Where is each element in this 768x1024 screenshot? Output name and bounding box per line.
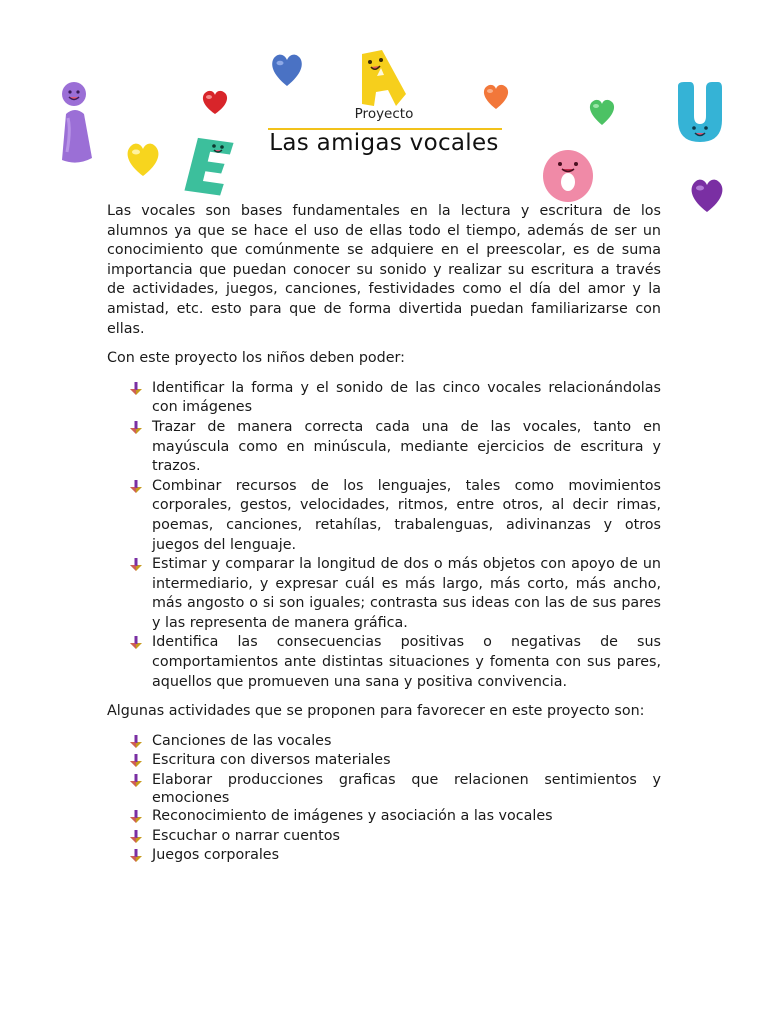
list-item: [107, 732, 661, 752]
arrow-down-bullet-icon: [129, 557, 143, 571]
heart-blue-icon: [269, 52, 305, 88]
list-item: [107, 807, 661, 827]
objective-text: Trazar de manera correcta cada una de las vocales, tanto en mayúscula como en minúscula, mediante ejercicios de escritura y trazos.: [152, 418, 661, 475]
arrow-down-bullet-icon: [129, 479, 143, 493]
arrow-down-bullet-icon: [129, 381, 143, 395]
arrow-down-bullet-icon: [129, 809, 143, 823]
activities-list: [107, 732, 661, 866]
heart-purple-icon: [688, 176, 726, 214]
heart-green-icon: [587, 96, 617, 126]
letter-u-character-icon: [674, 80, 726, 144]
list-item: [107, 751, 661, 771]
activity-text: Escritura con diversos materiales: [152, 752, 391, 769]
activities-intro: Algunas actividades que se proponen para favorecer en este proyecto son:: [107, 703, 645, 720]
letter-o-character-icon: [540, 148, 596, 204]
heart-yellow-icon: [124, 140, 162, 178]
activity-text: Escuchar o narrar cuentos: [152, 827, 340, 844]
arrow-down-bullet-icon: [129, 635, 143, 649]
list-item: [107, 418, 661, 477]
activity-text: Reconocimiento de imágenes y asociación a las vocales: [152, 808, 553, 825]
document-body: [107, 202, 661, 876]
intro-paragraph: Las vocales son bases fundamentales en la lectura y escritura de los alumnos ya que se hace el uso de ellas todo el tiempo, además de ser un conocimiento que comúnmente se adquiere en el preescolar, es de suma importancia que puedan conocer su sonido y realizar su escritura a través de actividades, juegos, canciones, festividades como el día del amor y la amistad, etc. esto para que de forma divertida puedan familiarizarse con ellas.: [107, 203, 661, 337]
arrow-down-bullet-icon: [129, 753, 143, 767]
arrow-down-bullet-icon: [129, 773, 143, 787]
objective-text: Combinar recursos de los lenguajes, tales como movimientos corporales, gestos, velocidades, ritmos, entre otros, al decir rimas, poemas, canciones, retahílas, trabalenguas, adivinanzas y otros juegos del lenguaje.: [152, 477, 661, 553]
letter-i-character-icon: [58, 80, 96, 166]
list-item: [107, 477, 661, 555]
activity-text: Juegos corporales: [152, 847, 280, 864]
objective-text: Estimar y comparar la longitud de dos o más objetos con apoyo de un intermediario, y expresar cuál es más largo, más corto, más ancho, más angosto o si son iguales; contrasta sus ideas con las de sus pares y las representa de manera gráfica.: [152, 556, 661, 631]
objectives-intro: Con este proyecto los niños deben poder:: [107, 350, 405, 367]
list-item: [107, 555, 661, 633]
arrow-down-bullet-icon: [129, 734, 143, 748]
document-kicker: Proyecto: [354, 106, 414, 122]
letter-a-character-icon: [354, 48, 412, 108]
objective-text: Identifica las consecuencias positivas o negativas de sus comportamientos ante distintas situaciones y fomenta con sus pares, aquellos que promueven una sana y positiva convivencia.: [152, 634, 661, 690]
list-item: [107, 846, 661, 866]
list-item: [107, 633, 661, 692]
document-title: Las amigas vocales: [269, 130, 499, 156]
list-item: [107, 771, 661, 807]
letter-e-character-icon: [184, 136, 238, 198]
objectives-list: [107, 379, 661, 693]
arrow-down-bullet-icon: [129, 829, 143, 843]
list-item: [107, 379, 661, 418]
activity-text: Elaborar producciones graficas que relacionen sentimientos y emociones: [152, 772, 661, 807]
arrow-down-bullet-icon: [129, 420, 143, 434]
heart-red-icon: [200, 88, 230, 116]
list-item: [107, 827, 661, 847]
arrow-down-bullet-icon: [129, 848, 143, 862]
activity-text: Canciones de las vocales: [152, 732, 332, 749]
objective-text: Identificar la forma y el sonido de las cinco vocales relacionándolas con imágenes: [152, 379, 661, 416]
